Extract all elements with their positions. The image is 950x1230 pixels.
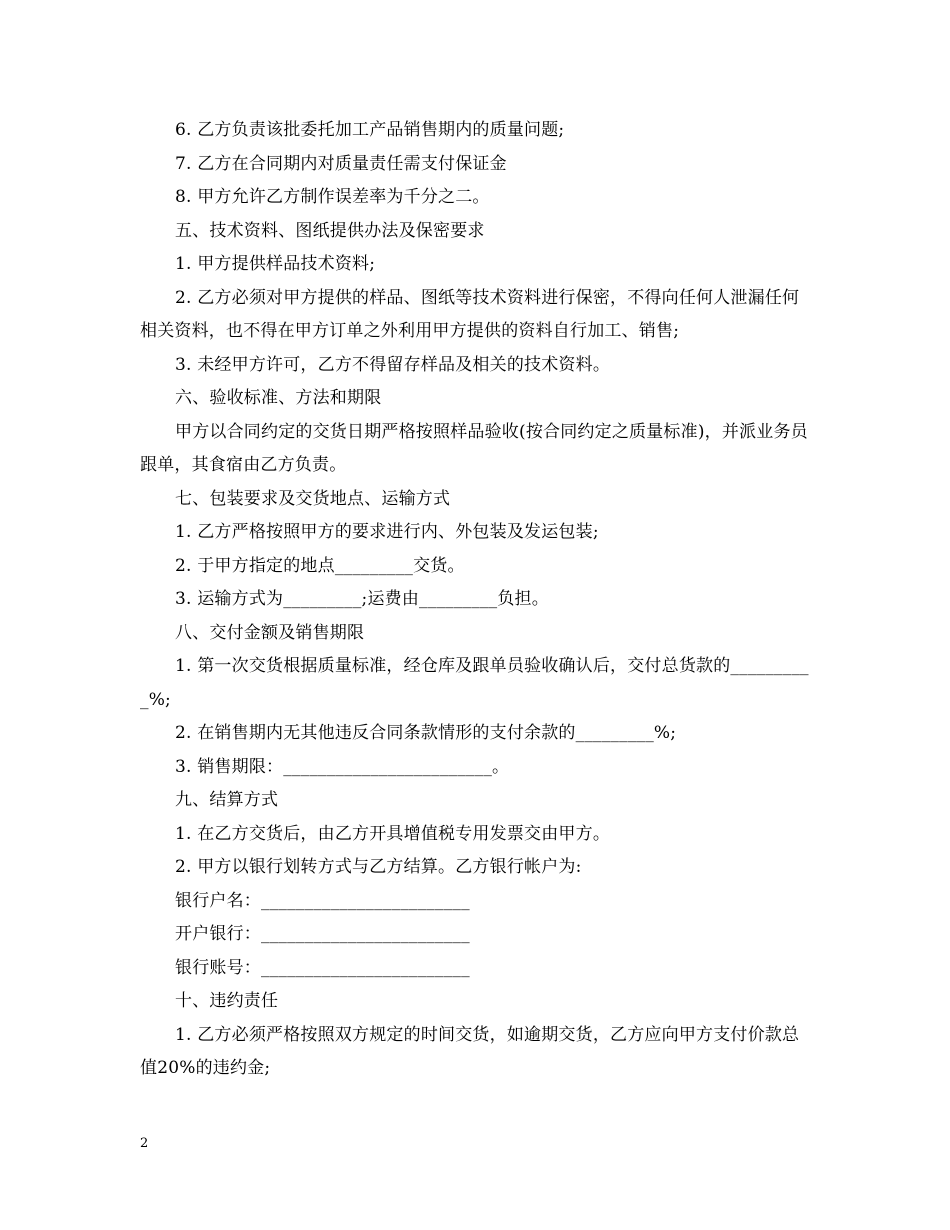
paragraph: 3. 运输方式为_________;运费由_________负担。: [175, 589, 549, 609]
paragraph: 1. 在乙方交货后，由乙方开具增值税专用发票交由甲方。: [175, 823, 611, 844]
section-heading: 八、交付金额及销售期限: [175, 622, 365, 643]
paragraph: 2. 于甲方指定的地点_________交货。: [175, 555, 465, 576]
section-heading: 七、包装要求及交货地点、运输方式: [175, 488, 451, 509]
document-body: [140, 114, 815, 1086]
page-number: 2: [140, 1136, 149, 1151]
paragraph: 1. 乙方必须严格按照双方规定的时间交货，如逾期交货，乙方应向甲方支付价款总值20%的违约金;: [140, 1024, 800, 1078]
paragraph: 2. 在销售期内无其他违反合同条款情形的支付余款的_________%;: [175, 723, 677, 743]
section-heading: 五、技术资料、图纸提供办法及保密要求: [175, 220, 485, 241]
paragraph: 1. 乙方严格按照甲方的要求进行内、外包装及发运包装;: [175, 522, 599, 542]
paragraph: 甲方以合同约定的交货日期严格按照样品验收(按合同约定之质量标准)，并派业务员跟单，其食宿由乙方负责。: [140, 421, 808, 475]
paragraph: 6. 乙方负责该批委托加工产品销售期内的质量问题;: [175, 120, 565, 140]
paragraph: 3. 未经甲方许可，乙方不得留存样品及相关的技术资料。: [175, 354, 611, 375]
bank-name-line: 开户银行：________________________: [175, 924, 470, 944]
section-heading: 九、结算方式: [175, 790, 279, 810]
section-heading: 十、违约责任: [175, 991, 279, 1011]
bank-account-name-line: 银行户名：________________________: [175, 890, 470, 911]
paragraph: 8. 甲方允许乙方制作误差率为千分之二。: [175, 187, 490, 207]
paragraph: 2. 甲方以银行划转方式与乙方结算。乙方银行帐户为:: [175, 857, 582, 877]
paragraph: 2. 乙方必须对甲方提供的样品、图纸等技术资料进行保密，不得向任何人泄漏任何相关资料，也不得在甲方订单之外利用甲方提供的资料自行加工、销售;: [140, 287, 800, 341]
section-heading: 六、验收标准、方法和期限: [175, 388, 382, 408]
bank-account-number-line: 银行账号：________________________: [175, 957, 470, 978]
paragraph: 7. 乙方在合同期内对质量责任需支付保证金: [175, 153, 507, 174]
paragraph: 3. 销售期限：________________________。: [175, 756, 510, 777]
paragraph: 1. 第一次交货根据质量标准，经仓库及跟单员验收确认后，交付总货款的__________%;: [140, 656, 809, 710]
paragraph: 1. 甲方提供样品技术资料;: [175, 254, 376, 274]
